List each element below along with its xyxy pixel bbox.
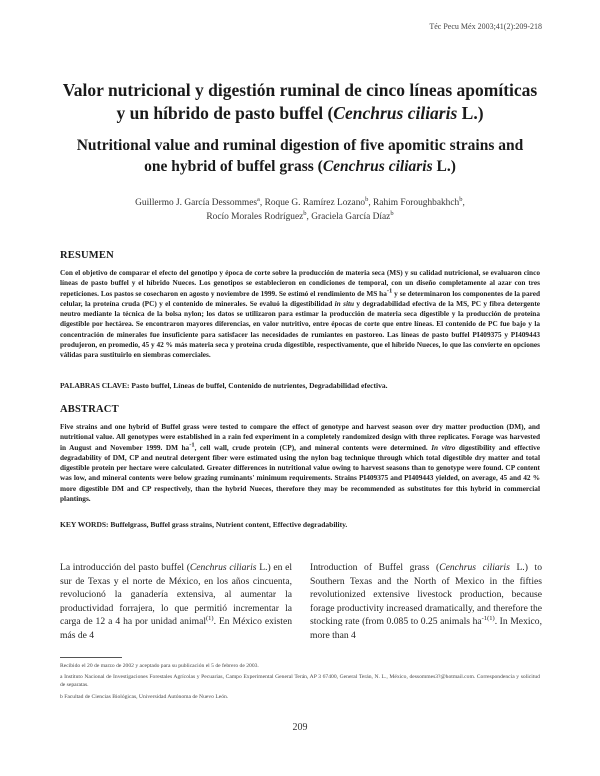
author-name: Rocío Morales Rodríguez [206,212,304,222]
abstract-heading: ABSTRACT [60,404,119,415]
author-list: Guillermo J. García Dessommes$^a$, Roque G. Ramírez Lozano$^b$, Rahim Foroughbakhch$^b$, Rocío Morales Rodríguez$^b$, Graciela García Díaz$^b$ [135,195,465,222]
body-column-right: Introduction of Buffel grass (Cenchrus ciliaris L.) to Southern Texas and the North of Mexico in the fifties revolutionized extensive livestock production, because forage productivity increased dramatically, and therefore the stocking rate (from 0.085 to 0.25 animals $ha^{-1(1)}$. In Mexico, more than 4 [310,562,542,641]
resumen-heading: RESUMEN [60,250,114,261]
author-name: , Rahim Foroughbakhch [368,198,460,208]
author-name: , Graciela García Díaz [306,212,391,222]
footnote-divider [60,657,122,658]
abstract-keywords: KEY WORDS: Buffelgrass, Buffel grass strains, Nutrient content, Effective degradability. [60,520,348,529]
resumen-keywords: PALABRAS CLAVE: Pasto buffel, Líneas de buffel, Contenido de nutrientes, Degradabilidad efectiva. [60,381,388,390]
title-en-line1: Nutritional value and ruminal digestion of five apomitic strains and [76,137,524,154]
author-name: , Roque G. Ramírez Lozano [259,198,366,208]
body-column-left: La introducción del pasto buffel (Cenchrus ciliaris L.) en el sur de Texas y el norte de México, en los años cincuenta, revolucionó la ganadería extensiva, al aumentar la productividad forrajera, lo que permitió incrementar la carga de 12 a 4 ha por unidad animal$^{(1)}$. En México existen más de 4 [60,562,292,641]
page-number: 209 [292,722,308,733]
author-name: Guillermo J. García Dessommes [135,198,258,208]
title-es-line1: Valor nutricional y digestión ruminal de cinco líneas apomíticas [62,80,538,100]
title-spanish [40,79,560,125]
resumen-text: Con el objetivo de comparar el efecto del genotipo y época de corte sobre la producción de materia seca (MS) y su calidad nutricional, se evaluaron cinco líneas de pasto buffel y el híbrido Nueces. Los genotipos se establecieron en condiciones de temporal, con un diseño completamente al azar con tres repeticiones. Los pastos se cosecharon en agosto y noviembre de 1999. Se estimó el rendimiento de MS ha-1 y se determinaron los componentes de la pared celular, la proteína cruda (PC) y el contenido de minerales. Se evaluó la digestibilidad in situ y degradabilidad efectiva de la MS, PC y fibra detergente neutro mediante la técnica de la bolsa nylon; los datos se utilizaron para estimar la producción de materia seca digestible y la producción de proteína digestible por hectárea. Se encontraron mayores diferencias, en valor nutritivo, entre épocas de corte que entre líneas. El contenido de PC fue bajo y la concentración de minerales fue insuficiente para satisfacer las necesidades de rumiantes en pastoreo. Las líneas de pasto buffel PI409375 y PI409443 produjeron, en promedio, 45 y 42 % más materia seca y proteína cruda digestible, respectivamente, que el híbrido Nueces, lo que las convierte en opciones válidas para sustituirlo en siembras comerciales. [60,268,540,360]
title-es-line2: y un híbrido de pasto buffel (Cenchrus ciliaris L.) [116,103,484,123]
title-en-line2: one hybrid of buffel grass (Cenchrus ciliaris L.) [144,158,456,175]
footnote-affiliation-b: b Facultad de Ciencias Biológicas, Universidad Autónoma de Nuevo León. [60,694,229,700]
title-english [40,135,560,177]
footnote-affiliation-a: a Instituto Nacional de Investigaciones Forestales Agrícolas y Pecuarias, Campo Experimental General Terán, AP 3 67400, General Terán, N. L., México, dessommes3?@hotmail.com. Correspondencia y solicitud de separatas. [60,674,540,688]
journal-citation: Téc Pecu Méx 2003;41(2):209-218 [429,22,542,31]
footnote-received: Recibido el 20 de marzo de 2002 y aceptado para su publicación el 5 de febrero de 2003. [60,663,259,669]
abstract-text: Five strains and one hybrid of Buffel grass were tested to compare the effect of genotype and harvest season over dry matter production (DM), and nutritional value. All genotypes were established in a rain fed experiment in a completely randomized design with three replicates. Forage was harvested in August and November 1999. DM ha-1, cell wall, crude protein (CP), and mineral contents were determined. In vitro digestibility and effective degradability of DM, CP and neutral detergent fiber were estimated using the nylon bag technique through which total digestible dry matter and total digestible protein per hectare were calculated. Greater differences in nutritional value owing to harvest seasons than to genotype were found. CP content was low, and mineral contents were below grazing ruminants' minimum requirements. Strains PI409375 and PI409443 yielded, on average, 45 and 42 % more digestible DM and CP respectively, than the hybrid Nueces, therefore they may be recommended as substitutes for this hybrid in commercial plantings. [60,422,540,504]
